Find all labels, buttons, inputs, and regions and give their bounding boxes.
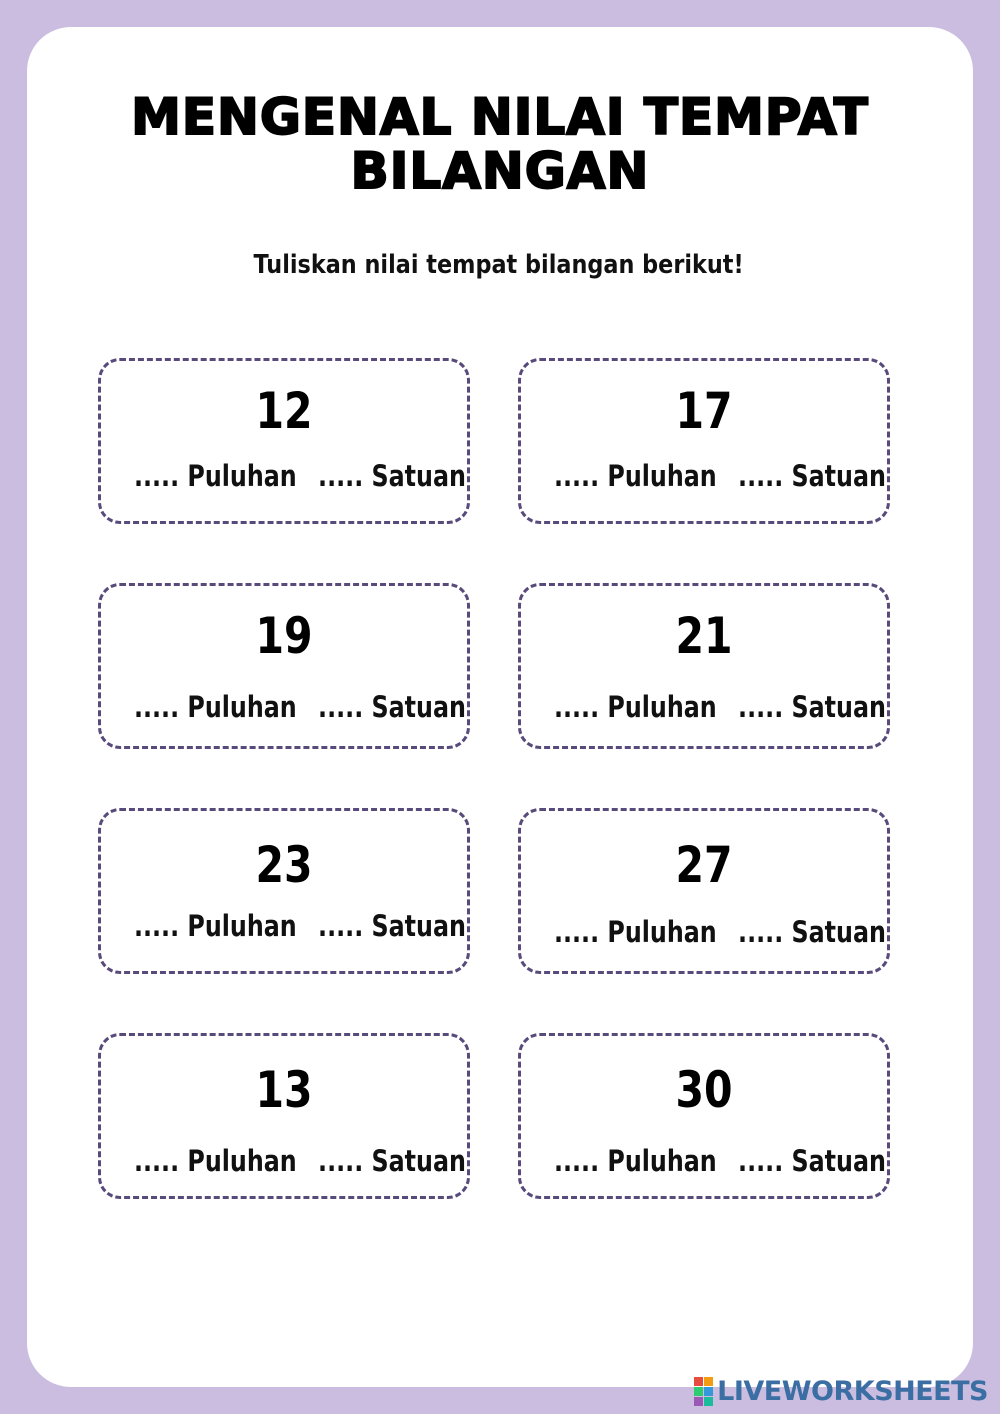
number-card: [518, 1033, 890, 1199]
liveworksheets-logo-icon: [694, 1377, 713, 1406]
ones-blank[interactable]: ..... Satuan: [318, 690, 466, 724]
number-card: [98, 1033, 470, 1199]
number-card: [518, 808, 890, 974]
logo-tile: [694, 1387, 703, 1396]
brand-name: LIVEWORKSHEETS: [717, 1375, 988, 1407]
number-card: [518, 583, 890, 749]
ones-blank[interactable]: ..... Satuan: [318, 1144, 466, 1178]
ones-blank[interactable]: ..... Satuan: [318, 459, 466, 493]
logo-tile: [704, 1377, 713, 1386]
logo-tile: [704, 1397, 713, 1406]
number-card: [98, 808, 470, 974]
logo-tile: [704, 1387, 713, 1396]
title-line-2: BILANGAN: [350, 142, 650, 200]
card-number: 23: [255, 836, 313, 894]
logo-tile: [694, 1397, 703, 1406]
ones-blank[interactable]: ..... Satuan: [738, 459, 886, 493]
number-card: [518, 358, 890, 524]
tens-blank[interactable]: ..... Puluhan: [553, 690, 717, 724]
card-answer-line: [133, 690, 466, 724]
card-number: 13: [255, 1061, 313, 1119]
card-answer-line: [133, 909, 466, 943]
liveworksheets-brand[interactable]: [694, 1376, 988, 1406]
card-number: 17: [675, 382, 733, 440]
card-number: 21: [675, 607, 733, 665]
tens-blank[interactable]: ..... Puluhan: [133, 690, 297, 724]
card-number: 27: [675, 836, 733, 894]
ones-blank[interactable]: ..... Satuan: [318, 909, 466, 943]
tens-blank[interactable]: ..... Puluhan: [553, 1144, 717, 1178]
instruction-text: Tuliskan nilai tempat bilangan berikut!: [253, 250, 744, 280]
tens-blank[interactable]: ..... Puluhan: [133, 909, 297, 943]
card-answer-line: [553, 459, 886, 493]
worksheet-title: [0, 90, 1000, 198]
ones-blank[interactable]: ..... Satuan: [738, 690, 886, 724]
tens-blank[interactable]: ..... Puluhan: [553, 459, 717, 493]
ones-blank[interactable]: ..... Satuan: [738, 915, 886, 949]
card-answer-line: [553, 915, 886, 949]
logo-tile: [694, 1377, 703, 1386]
card-number: 12: [255, 382, 313, 440]
card-number: 30: [675, 1061, 733, 1119]
title-line-1: MENGENAL NILAI TEMPAT: [131, 88, 869, 146]
tens-blank[interactable]: ..... Puluhan: [133, 1144, 297, 1178]
number-card: [98, 358, 470, 524]
number-card: [98, 583, 470, 749]
card-answer-line: [133, 1144, 466, 1178]
ones-blank[interactable]: ..... Satuan: [738, 1144, 886, 1178]
card-answer-line: [133, 459, 466, 493]
card-number: 19: [255, 607, 313, 665]
tens-blank[interactable]: ..... Puluhan: [553, 915, 717, 949]
tens-blank[interactable]: ..... Puluhan: [133, 459, 297, 493]
card-answer-line: [553, 1144, 886, 1178]
card-answer-line: [553, 690, 886, 724]
